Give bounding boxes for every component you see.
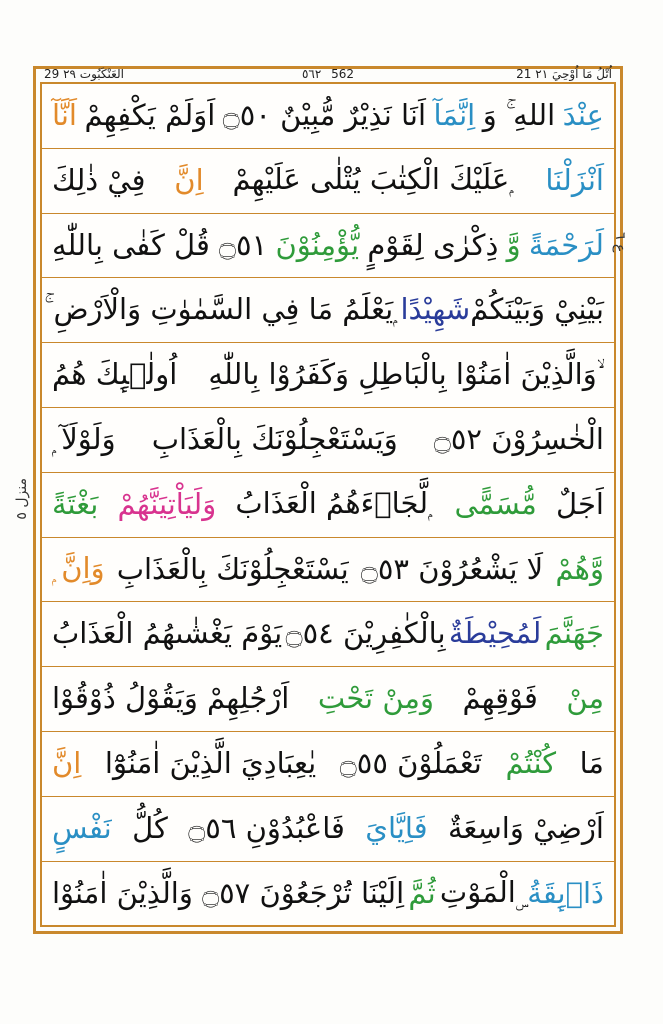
verse-text: ثُمَّ — [408, 875, 436, 910]
verse-text: مَا — [579, 746, 604, 780]
verse-text: اَرْضِيْ وَاسِعَةٌ — [447, 810, 604, 845]
verse-text: مُّسَمًّى — [454, 486, 537, 521]
verse-line — [42, 799, 614, 857]
verse-text: كُنْتُمْ — [505, 746, 557, 780]
verse-text: وَالَّذِيْنَ اٰمَنُوْا بِالْبَاطِلِ وَكَفَرُوْا بِاللّٰهِ ۙ — [208, 356, 604, 391]
verse-text: اَجَلٌ — [556, 486, 604, 521]
verse-text: فَاِيَّايَ — [365, 810, 428, 845]
verse-text: ۝٥١ قُلْ كَفٰى بِاللّٰهِ — [52, 227, 268, 262]
verse-text: بِالْكٰفِرِيْنَ ۝٥٤ — [285, 616, 446, 651]
verse-text: اُولٰۗىِٕكَ هُمُ — [52, 357, 178, 392]
verse-text: مِنْ — [566, 681, 604, 716]
verse-text: نَفْسٍ — [52, 810, 112, 845]
verse-text: عَلَيْكَ الْكِتٰبَ يُتْلٰى عَلَيْهِمْ ۭ — [232, 162, 517, 197]
line-divider — [42, 277, 614, 278]
verse-text: اِنَّ — [52, 746, 82, 780]
verse-text: جَهَنَّمَ — [544, 616, 604, 651]
verse-text: شَهِيْدًا — [400, 292, 471, 327]
line-divider — [42, 731, 614, 732]
verse-text: لَّجَاۗءَهُمُ الْعَذَابُ ۭ — [235, 486, 436, 521]
verse-line — [42, 410, 614, 468]
verse-text: بَغْتَةً — [52, 486, 99, 521]
verse-text: بَيْنِيْ وَبَيْنَكُمْ — [470, 292, 604, 327]
verse-text: عِنْدَ — [562, 98, 604, 132]
line-divider — [42, 666, 614, 667]
verse-line — [42, 734, 614, 792]
verse-line — [42, 475, 614, 533]
verse-text: ذِكْرٰى لِقَوْمٍ — [367, 227, 499, 262]
verse-text: ذَاۗىِٕقَةُ — [527, 875, 604, 910]
verse-text: وَمِنْ تَحْتِ — [317, 681, 434, 716]
verse-line — [42, 151, 614, 209]
line-divider — [42, 472, 614, 473]
page-number-urdu: ٥٦٢ — [301, 67, 322, 81]
verse-text: يَسْتَعْجِلُوْنَكَ بِالْعَذَابِ — [116, 551, 349, 586]
manzil-marker: منزل ٥ — [14, 478, 30, 520]
line-divider — [42, 342, 614, 343]
verse-text: فِيْ ذٰلِكَ — [52, 162, 146, 197]
verse-text: يٰعِبَادِيَ الَّذِيْنَ اٰمَنُوْٓا — [104, 746, 317, 780]
verse-text: يَوْمَ يَغْشٰىهُمُ الْعَذَابُ — [52, 616, 283, 651]
line-divider — [42, 148, 614, 149]
page-number-latin: 562 — [331, 67, 355, 81]
verse-text: اَنَا نَذِيْرٌ مُّبِيْنٌ ۝٥٠ — [222, 98, 427, 132]
verse-line — [42, 604, 614, 662]
line-divider — [42, 407, 614, 408]
line-divider — [42, 601, 614, 602]
verse-text: الْمَوْتِ ۣ — [439, 875, 524, 910]
verse-text: اللهِ ۚ وَ — [482, 97, 556, 132]
line-divider — [42, 213, 614, 214]
verse-text: تَعْمَلُوْنَ ۝٥٥ — [339, 746, 482, 780]
verse-line — [42, 345, 614, 403]
verse-text: فَوْقِهِمْ — [462, 681, 538, 716]
verse-text: اَرْجُلِهِمْ وَيَقُوْلُ ذُوْقُوْا — [52, 681, 290, 716]
line-divider — [42, 537, 614, 538]
verse-text: اِنَّ — [174, 162, 204, 197]
verse-text: وَلَيَاْتِيَنَّهُمْ — [117, 486, 217, 521]
ruku-marker: ع ٦ — [612, 232, 628, 253]
verse-text: كُلُّ — [132, 810, 168, 845]
verse-line — [42, 86, 614, 144]
page-header — [40, 66, 616, 82]
verse-line — [42, 216, 614, 274]
verse-text: الْخٰسِرُوْنَ ۝٥٢ — [433, 422, 604, 456]
line-divider — [42, 796, 614, 797]
verse-line — [42, 540, 614, 598]
verse-text: لَرَحْمَةً — [528, 227, 604, 262]
verse-text: ۭ وَلَوْلَآ — [52, 421, 116, 456]
verse-text: اِنَّمَآ — [433, 98, 476, 132]
verse-text: ۭ وَاِنَّ — [52, 551, 105, 586]
verse-text: اِلَيْنَا تُرْجَعُوْنَ ۝٥٧ وَالَّذِيْنَ اٰمَنُوْا — [52, 875, 405, 910]
verse-text: ۚ يَعْلَمُ مَا فِي السَّمٰوٰتِ وَالْاَرْضِ ۭ — [44, 291, 401, 326]
verse-text: يُّؤْمِنُوْنَ — [275, 227, 360, 262]
verse-text: اَنْزَلْنَا — [545, 162, 604, 197]
verse-line — [42, 280, 614, 338]
line-divider — [42, 861, 614, 862]
verse-text: اَنَّآ — [52, 98, 77, 132]
verse-text: لَا يَشْعُرُوْنَ ۝٥٣ — [360, 551, 544, 586]
verse-text: وَّهُمْ — [555, 551, 604, 586]
verse-text: وَّ — [506, 227, 521, 262]
page-number — [278, 66, 378, 82]
verse-line — [42, 669, 614, 727]
verse-text: فَاعْبُدُوْنِ ۝٥٦ — [188, 810, 345, 845]
verse-text: لَمُحِيْطَةٌ — [448, 616, 542, 651]
juz-title: 21 اُتْلُ مَا اُوْحِيَ ٢١ — [516, 67, 612, 81]
verse-text: اَوَلَمْ يَكْفِهِمْ — [84, 98, 216, 132]
verse-text: وَيَسْتَعْجِلُوْنَكَ بِالْعَذَابِ — [151, 422, 398, 456]
verse-line — [42, 864, 614, 922]
surah-title: 29 العَنْكَبُوت ٢٩ — [44, 67, 124, 81]
